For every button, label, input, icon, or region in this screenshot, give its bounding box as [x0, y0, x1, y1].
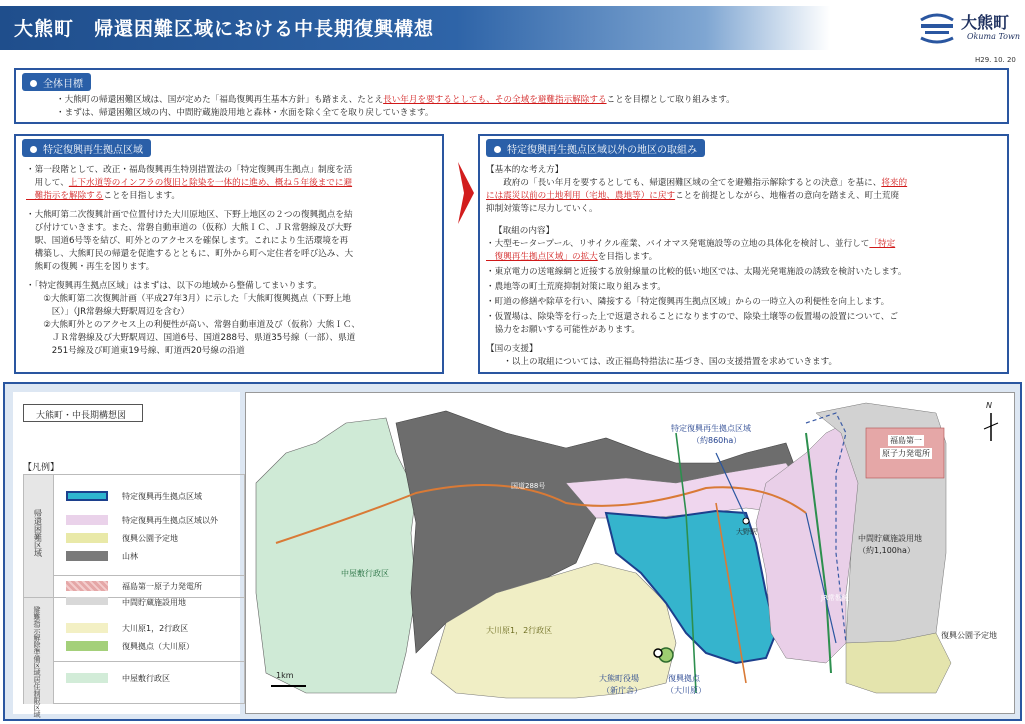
legend-group-1: 帰還困難区域 — [24, 475, 54, 597]
label-storage: 中間貯蔵施設用地 — [858, 534, 922, 543]
label-town-hall: 大熊町役場 — [599, 674, 639, 683]
content-l3: ・東京電力の送電線網と近接する放射線量の比較的低い地区では、太陽光発電施設の誘致を検討いたします。 — [486, 267, 907, 277]
left-p2-l2: び付けていきます。また、常磐自動車道の（仮称）大熊ＩＣ、ＪＲ常磐線及び大野 — [26, 223, 352, 233]
label-station: 大野駅 — [736, 528, 757, 536]
left-p3-l2: ①大熊町第二次復興計画（平成27年3月）に示した「大熊町復興拠点（下野上地 — [26, 294, 351, 304]
label-scale: 1km — [276, 671, 294, 680]
overall-goal-heading: 全体目標 — [22, 73, 91, 91]
label-nakayashiki: 中屋敷行政区 — [341, 569, 389, 578]
map-title: 大熊町・中長期構想図 — [23, 404, 143, 422]
legend-group-2: 避難指示解除準備区域居住制限区域 — [24, 598, 54, 704]
legend-label: 特定復興再生拠点区域 — [122, 492, 202, 501]
content-l6: ・仮置場は、除染等を行った上で返還されることになりますので、除染土壌等の仮置場の設置について、ご — [486, 312, 898, 322]
hub-area-panel — [14, 134, 444, 374]
legend-swatch-hub — [66, 491, 108, 501]
label-base: 復興拠点 — [668, 674, 700, 683]
support-title: 【国の支援】 — [486, 344, 538, 354]
legend-swatch-storage — [66, 597, 108, 605]
overall-goal-panel — [14, 68, 1009, 124]
legend-divider — [54, 575, 244, 576]
content-title: 【取組の内容】 — [494, 226, 555, 236]
bullet-icon — [494, 146, 501, 153]
legend-swatch-other — [66, 515, 108, 525]
legend-title: 【凡例】 — [23, 463, 60, 473]
left-p3-l4: ②大熊町外とのアクセス上の利便性が高い、常磐自動車道及び（仮称）大熊ＩＣ、 — [26, 320, 361, 330]
content-l4: ・農地等の町土荒廃抑制対策に取り組みます。 — [486, 282, 666, 292]
left-p3-l6: 251号線及び町道東19号線、町道西20号線の沿道 — [26, 346, 245, 356]
town-emblem-icon — [917, 10, 957, 44]
legend-label: 復興公園予定地 — [122, 534, 178, 543]
legend — [23, 474, 245, 718]
label-town-hall-2: （新庁舎） — [602, 686, 642, 695]
content-l7: 協力をお願いする可能性があります。 — [486, 325, 641, 335]
nakayashiki-zone — [256, 418, 416, 693]
legend-divider — [54, 661, 244, 662]
legend-swatch-okawara — [66, 623, 108, 633]
label-base-2: （大川原） — [666, 686, 706, 695]
page-title: 大熊町 帰還困難区域における中長期復興構想 — [14, 18, 435, 40]
legend-area — [13, 392, 240, 718]
label-storage-size: （約1,100ha） — [858, 546, 915, 555]
left-p3-l1: ・「特定復興再生拠点区域」はまずは、以下の地域から整備してまいります。 — [26, 281, 322, 291]
other-area-heading: 特定復興再生拠点区域以外の地区の取組み — [486, 139, 705, 157]
left-p2-l1: ・大熊町第二次復興計画で位置付けた大川原地区、下野上地区の２つの復興拠点を結 — [26, 210, 353, 220]
label-north: N — [986, 401, 992, 410]
basic-title: 【基本的な考え方】 — [486, 165, 564, 175]
left-p2-l5: 熊町の復興・再生を図ります。 — [26, 262, 155, 272]
town-hall-marker — [654, 649, 662, 657]
town-logo — [917, 8, 1020, 48]
legend-swatch-forest — [66, 551, 108, 561]
bullet-icon — [30, 146, 37, 153]
basic-l2: には震災以前の土地利用（宅地、農地等）に戻すことを前提としながら、地権者の意向を踏まえ、町土荒廃 — [486, 191, 900, 201]
legend-swatch-base — [66, 641, 108, 651]
label-hub-area: 特定復興再生拠点区域 — [671, 424, 751, 433]
document-date: H29. 10. 20 — [975, 56, 1016, 64]
logo-subtext: Okuma Town — [967, 32, 1020, 41]
legend-swatch-nakayashiki — [66, 673, 108, 683]
legend-swatch-park — [66, 533, 108, 543]
left-p1-l3: 難指示を解除することを目指します。 — [26, 191, 181, 201]
label-plant: 福島第一 — [890, 436, 922, 445]
legend-label: 大川原1，2行政区 — [122, 624, 189, 633]
header — [0, 0, 1025, 62]
legend-label: 山林 — [122, 552, 138, 561]
concept-map — [245, 392, 1015, 714]
legend-swatch-plant — [66, 581, 108, 591]
label-okawara: 大川原1，2行政区 — [486, 626, 553, 635]
arrow-icon — [456, 158, 476, 228]
map-section — [3, 382, 1022, 721]
left-p1-l2: 用して、上下水道等のインフラの復旧と除染を一体的に進め、概ね５年後までに避 — [26, 178, 353, 188]
basic-l3: 抑制対策等に尽力していく。 — [486, 204, 598, 214]
legend-label: 福島第一原子力発電所 — [122, 582, 202, 591]
bullet-icon — [30, 80, 37, 87]
legend-label: 特定復興再生拠点区域以外 — [122, 516, 218, 525]
legend-label: 復興拠点（大川原） — [122, 642, 194, 651]
label-route: 国道288号 — [511, 482, 546, 490]
overall-line-2: ・まずは、帰還困難区域の内、中間貯蔵施設用地と森林・水面を除く全てを取り戻していきます。 — [56, 108, 434, 118]
label-park: 復興公園予定地 — [941, 631, 997, 640]
label-hub-area-size: （約860ha） — [692, 436, 742, 445]
left-p3-l3: 区）」（JR常磐線大野駅周辺を含む） — [26, 307, 190, 317]
station-marker — [743, 518, 749, 524]
content-l2: 復興再生拠点区域」の拡大を目指します。 — [486, 252, 658, 262]
left-p2-l4: 構築し、大熊町民の帰還を促進するとともに、町外から町へ定住者を呼び込み、大 — [26, 249, 354, 259]
left-p2-l3: 駅、国道6号等を結び、町外とのアクセスを確保します。これにより生活環境を再 — [26, 236, 349, 246]
overall-line-1: ・大熊町の帰還困難区域は、国が定めた「福島復興再生基本方針」も踏まえ、たとえ長い年月を要するとしても、その全域を避難指示解除することを目標として取り組みます。 — [56, 95, 735, 105]
left-p3-l5: ＪＲ常磐線及び大野駅周辺、国道6号、国道288号、県道35号線（一部）、県道 — [26, 333, 356, 343]
label-plant-2: 原子力発電所 — [882, 449, 930, 458]
basic-l1: 政府の「長い年月を要するとしても、帰還困難区域の全てを避難指示解除するとの決意」を基に、将来的 — [486, 178, 908, 188]
hub-area-heading: 特定復興再生拠点区域 — [22, 139, 151, 157]
legend-label: 中間貯蔵施設用地 — [122, 598, 186, 607]
logo-text: 大熊町 — [961, 13, 1010, 32]
legend-label: 中屋敷行政区 — [122, 674, 170, 683]
support-l1: ・以上の取組については、改正福島特措法に基づき、国の支援措置を求めていきます。 — [486, 357, 838, 367]
label-jr: JR常磐線 — [821, 594, 849, 602]
content-l1: ・大型モータープール、リサイクル産業、バイオマス発電施設等の立地の具体化を検討し、並行して「特定 — [486, 239, 896, 249]
content-l5: ・町道の修繕や除草を行い、隣接する「特定復興再生拠点区域」からの一時立入の利便性を向上します。 — [486, 297, 890, 307]
other-area-panel — [478, 134, 1009, 374]
left-p1-l1: ・第一段階として、改正・福島復興再生特別措置法の「特定復興再生拠点」制度を活 — [26, 165, 353, 175]
